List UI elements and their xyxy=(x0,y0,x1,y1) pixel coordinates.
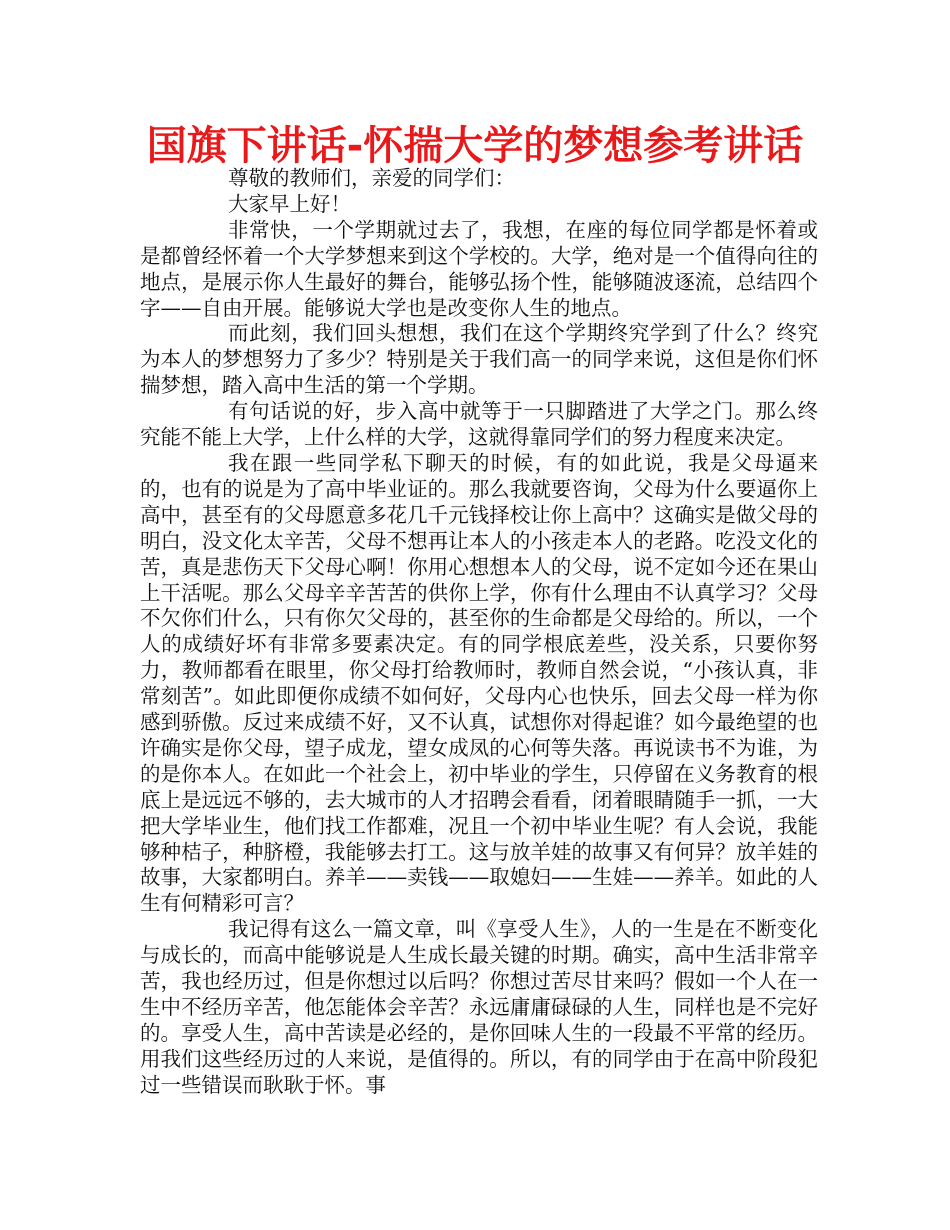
paragraph: 有句话说的好，步入高中就等于一只脚踏进了大学之门。那么终究能不能上大学，上什么样的大学，这就得靠同学们的努力程度来决定。 xyxy=(140,399,818,450)
paragraph: 非常快，一个学期就过去了，我想，在座的每位同学都是怀着或是都曾经怀着一个大学梦想来到这个学校的。大学，绝对是一个值得向往的地点，是展示你人生最好的舞台，能够弘扬个性，能够随波逐流，总结四个字——自由开展。能够说大学也是改变你人生的地点。 xyxy=(140,217,818,320)
document-body xyxy=(140,166,818,1099)
paragraph: 我记得有这么一篇文章，叫《享受人生》，人的一生是在不断变化与成长的，而高中能够说是人生成长最关键的时期。确实，高中生活非常辛苦，我也经历过，但是你想过以后吗？你想过苦尽甘来吗？假如一个人在一生中不经历辛苦，他怎能体会辛苦？永远庸庸碌碌的人生，同样也是不完好的。享受人生，高中苦读是必经的，是你回味人生的一段最不平常的经历。用我们这些经历过的人来说，是值得的。所以，有的同学由于在高中阶段犯过一些错误而耿耿于怀。事 xyxy=(140,917,818,1097)
paragraph-greeting: 大家早上好！ xyxy=(228,191,351,216)
paragraph: 而此刻，我们回头想想，我们在这个学期终究学到了什么？终究为本人的梦想努力了多少？特别是关于我们高一的同学来说，这但是你们怀揣梦想，踏入高中生活的第一个学期。 xyxy=(140,321,818,398)
paragraph-salutation: 尊敬的教师们，亲爱的同学们： xyxy=(228,166,515,190)
paragraph: 我在跟一些同学私下聊天的时候，有的如此说，我是父母逼来的，也有的说是为了高中毕业证的。那么我就要咨询，父母为什么要逼你上高中，甚至有的父母愿意多花几千元钱择校让你上高中？这确实是做父母的明白，没文化太辛苦，父母不想再让本人的小孩走本人的老路。吃没文化的苦，真是悲伤天下父母心啊！你用心想想本人的父母，说不定如今还在果山上干活呢。那么父母辛辛苦苦的供你上学，你有什么理由不认真学习？父母不欠你们什么，只有你欠父母的，甚至你的生命都是父母给的。所以，一个人的成绩好坏有非常多要素决定。有的同学根底差些，没关系，只要你努力，教师都看在眼里，你父母打给教师时，教师自然会说，“小孩认真，非常刻苦”。如此即便你成绩不如何好，父母内心也快乐，回去父母一样为你感到骄傲。反过来成绩不好，又不认真，试想你对得起谁？如今最绝望的也许确实是你父母，望子成龙，望女成凤的心何等失落。再说读书不为谁，为的是你本人。在如此一个社会上，初中毕业的学生，只停留在义务教育的根底上是远远不够的，去大城市的人才招聘会看看，闭着眼睛随手一抓，一大把大学毕业生，他们找工作都难，况且一个初中毕业生呢？有人会说，我能够种桔子，种脐橙，我能够去打工。这与放羊娃的故事又有何异？放羊娃的故事，大家都明白。养羊——卖钱——取媳妇——生娃——养羊。如此的人生有何精彩可言？ xyxy=(140,450,818,916)
document-title: 国旗下讲话-怀揣大学的梦想参考讲话 xyxy=(146,123,804,169)
